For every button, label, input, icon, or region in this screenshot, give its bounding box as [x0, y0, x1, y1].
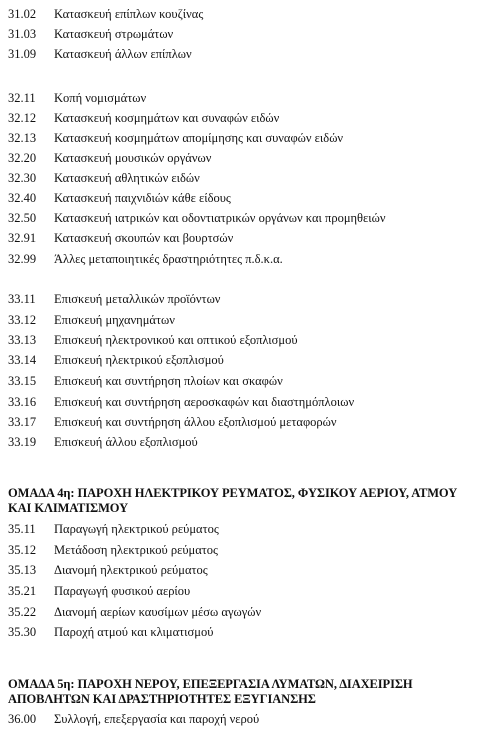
activity-code: 35.12 — [8, 542, 37, 557]
activity-description: Επισκευή και συντήρηση πλοίων και σκαφών — [54, 373, 283, 388]
list-item — [0, 623, 479, 641]
activity-code: 35.30 — [8, 624, 37, 639]
list-item — [0, 89, 479, 107]
activity-description: Κατασκευή κοσμημάτων απομίμησης και συναφών ειδών — [54, 130, 344, 145]
activity-code: 33.19 — [8, 434, 37, 449]
list-item — [0, 413, 479, 431]
activity-description: Παραγωγή φυσικού αερίου — [54, 583, 191, 598]
activity-code: 35.11 — [8, 521, 36, 536]
activity-code: 31.02 — [8, 6, 37, 21]
activity-description: Παροχή ατμού και κλιματισμού — [54, 624, 214, 639]
activity-code: 33.17 — [8, 414, 37, 429]
activity-description: Κατασκευή σκουπών και βουρτσών — [54, 230, 234, 245]
list-item — [0, 372, 479, 390]
list-item — [0, 25, 479, 43]
activity-code: 32.30 — [8, 170, 37, 185]
group-5-heading: ΟΜΑΔΑ 5η: ΠΑΡΟΧΗ ΝΕΡΟΥ, ΕΠΕΞΕΡΓΑΣΙΑ ΛΥΜΑΤΩΝ, ΔΙΑΧΕΙΡΙΣΗ ΑΠΟΒΛΗΤΩΝ ΚΑΙ ΔΡΑΣΤΗΡΙΟΤΗΤΕΣ ΕΞΥΓΙΑΝΣΗΣ — [8, 677, 413, 706]
list-item — [0, 250, 479, 268]
activity-code: 31.03 — [8, 26, 37, 41]
activity-code: 32.50 — [8, 210, 37, 225]
activity-code: 35.21 — [8, 583, 37, 598]
activity-description: Κατασκευή ιατρικών και οδοντιατρικών οργάνων και προμηθειών — [54, 210, 386, 225]
activity-code: 35.22 — [8, 604, 37, 619]
list-item — [0, 582, 479, 600]
activity-description: Επισκευή μεταλλικών προϊόντων — [54, 291, 221, 306]
activity-code: 33.13 — [8, 332, 37, 347]
activity-code: 32.91 — [8, 230, 37, 245]
list-item — [0, 129, 479, 147]
activity-description: Συλλογή, επεξεργασία και παροχή νερού — [54, 711, 260, 726]
list-item — [0, 290, 479, 308]
activity-description: Διανομή ηλεκτρικού ρεύματος — [54, 562, 208, 577]
activity-description: Κατασκευή στρωμάτων — [54, 26, 174, 41]
activity-code: 33.16 — [8, 394, 37, 409]
activity-description: Κατασκευή παιχνιδιών κάθε είδους — [54, 190, 231, 205]
group-4-heading: ΟΜΑΔΑ 4η: ΠΑΡΟΧΗ ΗΛΕΚΤΡΙΚΟΥ ΡΕΥΜΑΤΟΣ, ΦΥΣΙΚΟΥ ΑΕΡΙΟΥ, ΑΤΜΟΥ ΚΑΙ ΚΛΙΜΑΤΙΣΜΟΥ — [8, 486, 458, 515]
list-item — [0, 393, 479, 411]
activity-description: Επισκευή ηλεκτρονικού και οπτικού εξοπλισμού — [54, 332, 298, 347]
list-item — [0, 45, 479, 63]
activity-description: Παραγωγή ηλεκτρικού ρεύματος — [54, 521, 219, 536]
list-item — [0, 109, 479, 127]
list-item — [0, 520, 479, 538]
list-item — [0, 311, 479, 329]
list-item — [0, 603, 479, 621]
activity-code: 33.12 — [8, 312, 37, 327]
activity-description: Επισκευή και συντήρηση αεροσκαφών και διαστημόπλοιων — [54, 394, 355, 409]
activity-code: 33.15 — [8, 373, 37, 388]
activity-code: 32.13 — [8, 130, 37, 145]
activity-description: Επισκευή και συντήρηση άλλου εξοπλισμού μεταφορών — [54, 414, 337, 429]
activity-description: Άλλες μεταποιητικές δραστηριότητες π.δ.κ.α. — [54, 251, 283, 266]
list-item — [0, 189, 479, 207]
activity-description: Επισκευή ηλεκτρικού εξοπλισμού — [54, 352, 224, 367]
activity-code: 32.99 — [8, 251, 37, 266]
activity-code: 32.20 — [8, 150, 37, 165]
list-item — [0, 5, 479, 23]
activity-description: Επισκευή μηχανημάτων — [54, 312, 175, 327]
list-item — [0, 433, 479, 451]
activity-code: 36.00 — [8, 711, 37, 726]
activity-code: 32.12 — [8, 110, 37, 125]
activity-code: 32.40 — [8, 190, 37, 205]
activity-code: 31.09 — [8, 46, 37, 61]
activity-description: Κατασκευή άλλων επίπλων — [54, 46, 192, 61]
list-item — [0, 710, 479, 728]
activity-code: 33.14 — [8, 352, 37, 367]
activity-description: Κατασκευή επίπλων κουζίνας — [54, 6, 204, 21]
list-item — [0, 561, 479, 579]
activity-code: 33.11 — [8, 291, 36, 306]
activity-description: Μετάδοση ηλεκτρικού ρεύματος — [54, 542, 218, 557]
activity-description: Διανομή αερίων καυσίμων μέσω αγωγών — [54, 604, 262, 619]
activity-description: Κατασκευή μουσικών οργάνων — [54, 150, 212, 165]
activity-code: 35.13 — [8, 562, 37, 577]
list-item — [0, 209, 479, 227]
activity-description: Κατασκευή αθλητικών ειδών — [54, 170, 200, 185]
activity-code: 32.11 — [8, 90, 36, 105]
list-item — [0, 149, 479, 167]
activity-description: Κοπή νομισμάτων — [54, 90, 147, 105]
activity-description: Κατασκευή κοσμημάτων και συναφών ειδών — [54, 110, 280, 125]
list-item — [0, 351, 479, 369]
list-item — [0, 331, 479, 349]
list-item — [0, 229, 479, 247]
list-item — [0, 169, 479, 187]
activity-description: Επισκευή άλλου εξοπλισμού — [54, 434, 198, 449]
list-item — [0, 541, 479, 559]
